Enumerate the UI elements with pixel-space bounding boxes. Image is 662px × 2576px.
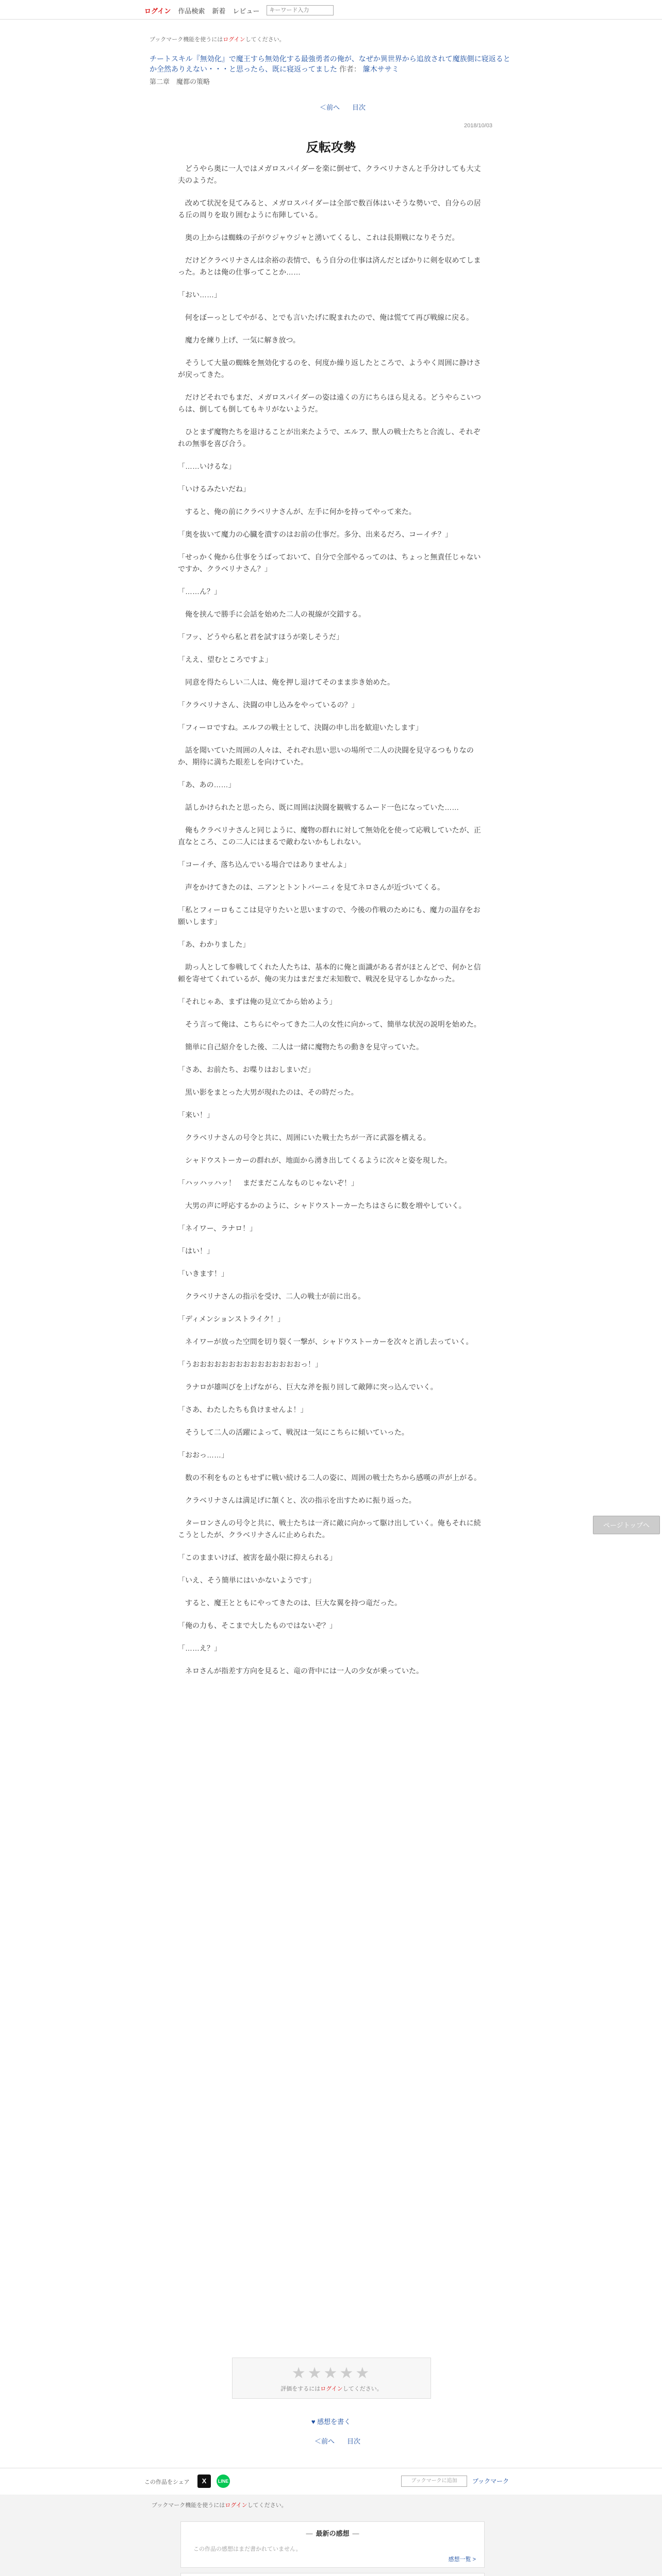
body-paragraph: 「このままいけば、被害を最小限に抑えられる」 (178, 1553, 337, 1562)
star-rating[interactable] (233, 2358, 431, 2382)
body-paragraph: 話しかけられたと思ったら、既に周囲は決闘を観戦するムード一色になっていた…… (178, 803, 459, 811)
share-label: この作品をシェア (144, 2479, 190, 2485)
body-paragraph: 「……いけるな」 (178, 462, 236, 470)
body-paragraph: 「私とフィーロもここは見守りたいと思いますので、今後の作戦のためにも、魔力の温存をお願いします」 (178, 906, 481, 926)
no-impressions-text: この作品の感想はまだ書かれていません。 (193, 2546, 302, 2552)
bookmark-link[interactable]: ブックマーク (472, 2478, 509, 2485)
chapter-title: 第二章 魔都の策略 (150, 78, 210, 86)
top-navigation (320, 102, 366, 112)
body-paragraph: 何をぼーっとしてやがる、とでも言いたげに睨まれたので、俺は慌てて再び戦線に戻る。 (178, 313, 474, 321)
body-paragraph: 改めて状況を見てみると、メガロスパイダーは全部で数百体はいそうな勢いで、自分らの居る丘の周りを取り囲むように布陣している。 (178, 199, 481, 219)
star-icon[interactable]: ★ (291, 2365, 308, 2382)
publish-date: 2018/10/03 (464, 123, 493, 129)
body-paragraph: すると、魔王とともにやってきたのは、巨大な翼を持つ竜だった。 (178, 1599, 402, 1607)
top-bar (0, 0, 662, 20)
body-paragraph: クラベリナさんは満足げに頷くと、次の指示を出すために振り返った。 (178, 1496, 416, 1504)
body-paragraph: 「ええ、望むところですよ」 (178, 655, 272, 664)
body-paragraph: 大男の声に呼応するかのように、シャドウストーカーたちはさらに数を増やしていく。 (178, 1201, 466, 1210)
body-paragraph: 助っ人として参戦してくれた人たちは、基本的に俺と面識がある者がほとんどで、何かと信頼を寄せてくれているが、俺の実力はまだまだ未知数で、戦況を見守るしかなかった。 (178, 963, 481, 983)
author-label: 作者： (339, 65, 361, 73)
note-text: 評価をするには (280, 2386, 321, 2392)
body-paragraph: 魔力を練り上げ、一気に解き放つ。 (178, 336, 300, 344)
lower-section (0, 2495, 662, 2576)
body-paragraph: 「クラベリナさん、決闘の申し込みをやっているの？」 (178, 701, 359, 709)
impressions-list-link[interactable]: 感想一覧 > (448, 2556, 476, 2563)
bookmark-add-button[interactable]: ブックマークに追加 (401, 2476, 467, 2487)
episode-body (178, 163, 487, 1688)
body-paragraph: クラベリナさんの指示を受け、二人の戦士が前に出る。 (178, 1292, 366, 1300)
body-paragraph: 「フッ、どうやら私と君を試すほうが楽しそうだ」 (178, 633, 344, 641)
body-paragraph: 「フィーロですね。エルフの戦士として、決闘の申し出を歓迎いたします」 (178, 723, 423, 732)
body-paragraph: 「いけるみたいだね」 (178, 485, 250, 493)
note-login-link[interactable]: ログイン (223, 37, 245, 43)
write-impression-link[interactable]: ♥ 感想を書く (311, 2418, 351, 2426)
x-share-icon[interactable]: X (197, 2475, 211, 2488)
share-bar (0, 2468, 662, 2495)
body-paragraph: 声をかけてきたのは、ニアンとトントバーニィを見てネロさんが近づいてくる。 (178, 883, 445, 891)
write-impression-link-wrap (0, 2416, 662, 2426)
body-paragraph: ネイワーが放った空間を切り裂く一撃が、シャドウストーカーを次々と消し去っていく。 (178, 1337, 473, 1346)
body-paragraph: 「ディメンションストライク！」 (178, 1315, 285, 1323)
body-paragraph: 「いきます！」 (178, 1269, 228, 1278)
body-paragraph: 「……え？」 (178, 1644, 221, 1652)
body-paragraph: 「ハッハッハッ！ まだまだこんなものじゃないぞ！」 (178, 1179, 358, 1187)
body-paragraph: 「いえ、そう簡単にはいかないようです」 (178, 1576, 316, 1584)
body-paragraph: ネロさんが指差す方向を見ると、竜の背中には一人の少女が乗っていた。 (178, 1667, 423, 1675)
body-paragraph: 「俺の力も、そこまで大したものではないぞ？」 (178, 1621, 337, 1630)
episode-title: 反転攻勢 (306, 141, 356, 155)
nav-search[interactable]: 作品検索 (178, 7, 205, 15)
body-paragraph: 「おおっ……」 (178, 1451, 228, 1459)
rating-login-link[interactable]: ログイン (320, 2386, 343, 2392)
body-paragraph: ひとまず魔物たちを退けることが出来たようで、エルフ、獣人の戦士たちと合流し、それぞれの無事を喜び合う。 (178, 428, 481, 448)
bottom-navigation (315, 2436, 360, 2446)
star-icon[interactable]: ★ (339, 2365, 356, 2382)
note-text: してください。 (342, 2386, 383, 2392)
body-paragraph: 同意を得たらしい二人は、俺を押し退けてそのまま歩き始めた。 (178, 678, 394, 686)
note-text: してください。 (245, 37, 285, 43)
body-paragraph: クラベリナさんの号令と共に、周囲にいた戦士たちが一斉に武器を構える。 (178, 1133, 431, 1142)
body-paragraph: 「さあ、お前たち、お喋りはおしまいだ」 (178, 1065, 315, 1074)
nav-review[interactable]: レビュー (233, 7, 260, 15)
body-paragraph: 「ネイワー、ラナロ！」 (178, 1224, 257, 1232)
body-paragraph: そうして大量の蜘蛛を無効化するのを、何度か繰り返したところで、ようやく周囲に静けさが戻ってきた。 (178, 359, 481, 379)
rating-note (233, 2384, 431, 2393)
nav-new[interactable]: 新着 (212, 7, 226, 15)
body-paragraph: だけどクラベリナさんは余裕の表情で、もう自分の仕事は済んだとばかりに剣を収めてしまった。あとは俺の仕事ってことか…… (178, 256, 481, 276)
line-share-icon[interactable]: LINE (217, 2475, 230, 2488)
body-paragraph: 「……ん？」 (178, 587, 221, 596)
series-title (150, 54, 510, 74)
body-paragraph: 「おい……」 (178, 291, 221, 299)
body-paragraph: そうして二人の活躍によって、戦況は一気にこちらに傾いていった。 (178, 1428, 409, 1436)
body-paragraph: 奥の上からは蜘蛛の子がウジャウジャと湧いてくるし、これは長期戦になりそうだ。 (178, 233, 459, 242)
body-paragraph: 「うおおおおおおおおおおおおおおおっ！」 (178, 1360, 322, 1368)
author-link[interactable]: 簾木ササミ (362, 65, 399, 73)
body-paragraph: どうやら奥に一人ではメガロスパイダーを楽に倒せて、クラベリナさんと手分けしても大丈夫のようだ。 (178, 164, 481, 184)
star-icon[interactable]: ★ (307, 2365, 324, 2382)
login-link[interactable]: ログイン (144, 7, 171, 15)
prev-link[interactable]: ＜前へ (320, 104, 340, 111)
body-paragraph: そう言って俺は、こちらにやってきた二人の女性に向かって、簡単な状況の説明を始めた。 (178, 1020, 481, 1028)
body-paragraph: ラナロが雄叫びを上げながら、巨大な斧を振り回して敵陣に突っ込んでいく。 (178, 1383, 438, 1391)
note-login-link[interactable]: ログイン (225, 2502, 247, 2509)
body-paragraph: 「奥を抜いて魔力の心臓を潰すのはお前の仕事だ。多分、出来るだろ、コーイチ？」 (178, 530, 452, 538)
latest-impressions-panel (180, 2521, 485, 2568)
body-paragraph: 数の不利をものともせずに戦い続ける二人の姿に、周囲の戦士たちから感嘆の声が上がる。 (178, 1473, 481, 1482)
note-text: ブックマーク機能を使うには (150, 37, 223, 43)
series-title-link[interactable]: チートスキル『無効化』で魔王すら無効化する最強勇者の俺が、なぜか異世界から追放されて魔族側に寝返るとか全然ありえない・・・と思ったら、既に寝返ってました (150, 55, 510, 73)
toc-link[interactable]: 目次 (352, 104, 366, 111)
body-paragraph: 「あ、わかりました」 (178, 940, 250, 948)
body-paragraph: ターロンさんの号令と共に、戦士たちは一斉に敵に向かって駆け出していく。俺もそれに続こうとしたが、クラベリナさんに止められた。 (178, 1519, 481, 1539)
toc-link[interactable]: 目次 (347, 2437, 361, 2445)
note-text: してください。 (247, 2502, 287, 2509)
body-paragraph: 「せっかく俺から仕事をうばっておいて、自分で全部やるってのは、ちょっと無責任じゃないですか、クラベリナさん？」 (178, 553, 481, 573)
body-paragraph: すると、俺の前にクラベリナさんが、左手に何かを持ってやって来た。 (178, 507, 416, 516)
prev-link[interactable]: ＜前へ (315, 2437, 335, 2445)
bookmark-login-note (150, 35, 285, 43)
body-paragraph: 俺もクラベリナさんと同じように、魔物の群れに対して無効化を使って応戦していたが、正直なところ、この二人にはまるで敵わないかもしれない。 (178, 826, 481, 846)
body-paragraph: 話を聞いていた周囲の人々は、それぞれ思い思いの場所で二人の決闘を見守るつもりなのか、期待に満ちた眼差しを向けていた。 (178, 746, 474, 766)
body-paragraph: 「コーイチ、落ち込んでいる場合ではありませんよ」 (178, 860, 351, 869)
body-paragraph: 簡単に自己紹介をした後、二人は一緒に魔物たちの動きを見守っていた。 (178, 1043, 423, 1051)
star-icon[interactable]: ★ (323, 2365, 340, 2382)
body-paragraph: 俺を挟んで勝手に会話を始めた二人の視線が交錯する。 (178, 610, 366, 618)
star-icon[interactable]: ★ (355, 2365, 372, 2382)
search-input[interactable] (267, 5, 334, 15)
write-impression-panel (180, 2573, 485, 2576)
note-text: ブックマーク機能を使うには (152, 2502, 225, 2509)
body-paragraph: 「さあ、わたしたちも負けませんよ！」 (178, 1405, 308, 1414)
body-paragraph: 黒い影をまとった大男が現れたのは、その時だった。 (178, 1088, 358, 1096)
bookmark-login-note (152, 2501, 287, 2509)
body-paragraph: 「来い！」 (178, 1111, 214, 1119)
panel-title: ― 最新の感想 ― (181, 2528, 484, 2538)
body-paragraph: シャドウストーカーの群れが、地面から湧き出してくるように次々と姿を現した。 (178, 1156, 452, 1164)
page-top-button[interactable]: ページトップへ (593, 1516, 660, 1534)
body-paragraph: 「はい！」 (178, 1247, 214, 1255)
body-paragraph: 「それじゃあ、まずは俺の見立てから始めよう」 (178, 997, 337, 1006)
body-paragraph: 「あ、あの……」 (178, 781, 236, 789)
body-paragraph: だけどそれでもまだ、メガロスパイダーの姿は遠くの方にちらほら見える。どうやらこいつらは、倒しても倒してもキリがないようだ。 (178, 393, 481, 413)
rating-box (232, 2358, 431, 2399)
